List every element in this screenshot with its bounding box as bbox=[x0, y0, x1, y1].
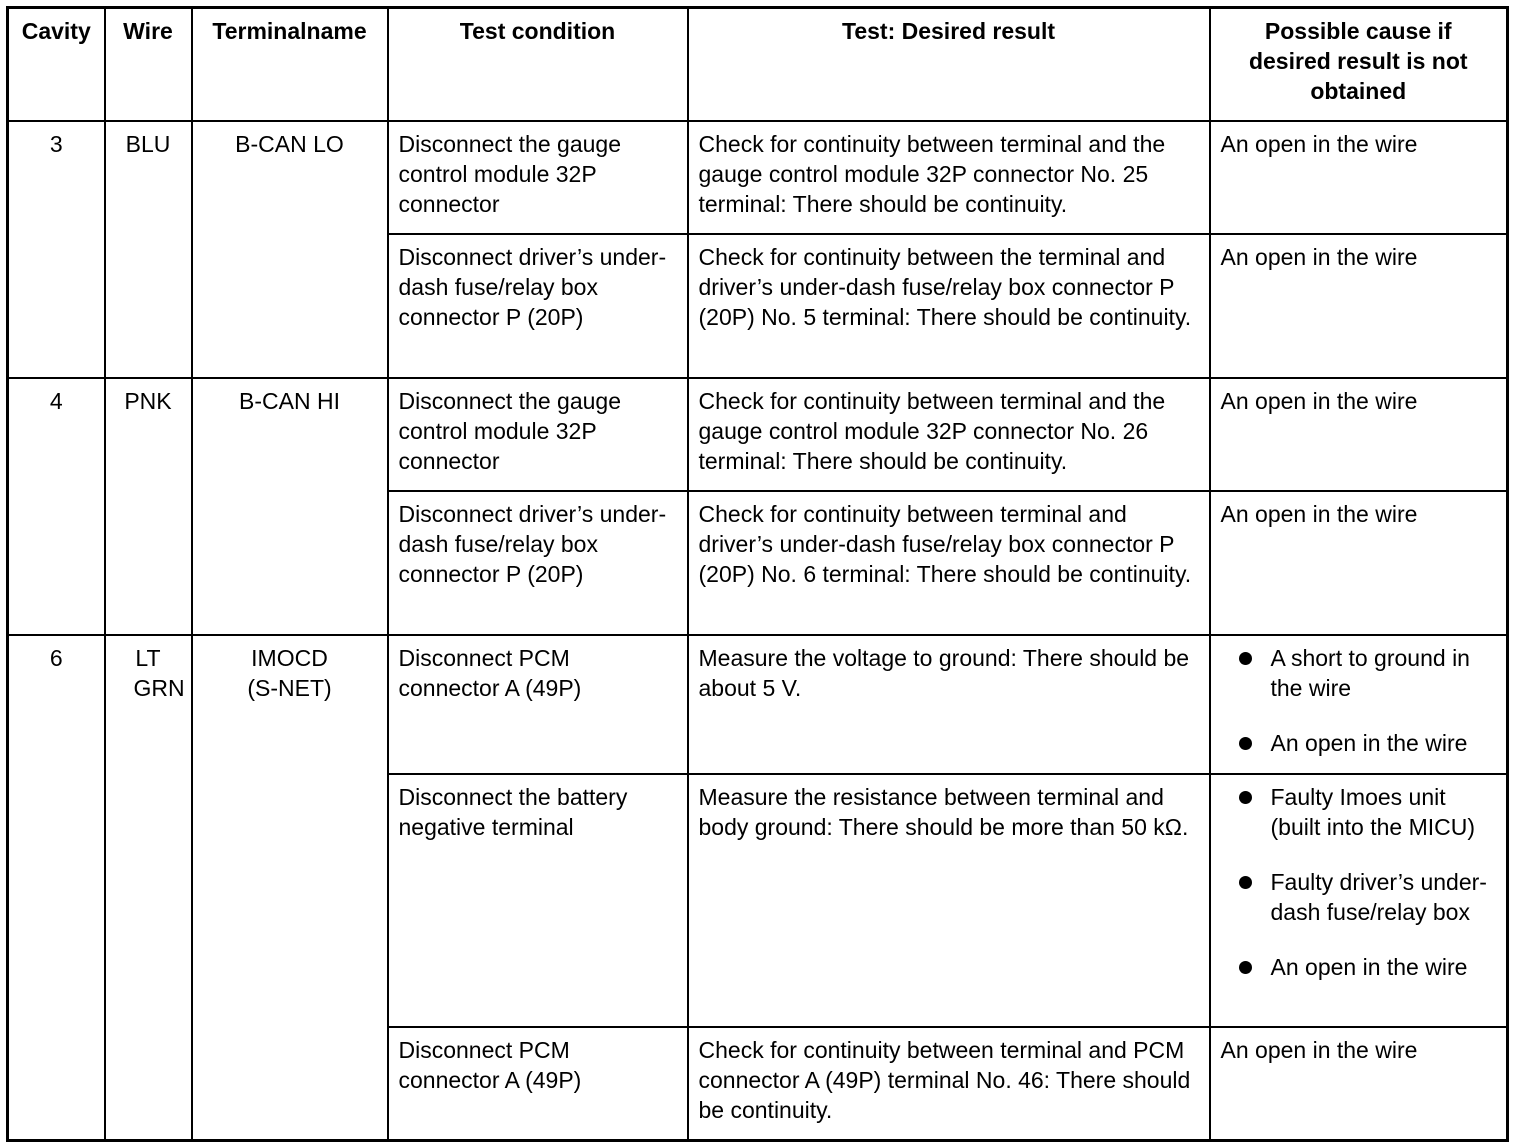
possible-cause-cell: An open in the wire bbox=[1210, 1027, 1508, 1141]
cause-item: Faulty Imoes unit (built into the MICU) bbox=[1221, 782, 1497, 842]
header-cavity: Cavity bbox=[8, 8, 105, 121]
header-test-condition: Test condition bbox=[388, 8, 688, 121]
cause-item: Faulty driver’s under-dash fuse/relay box bbox=[1221, 867, 1497, 927]
wire-cell: PNK bbox=[105, 378, 192, 635]
test-condition-cell: Disconnect driver’s under-dash fuse/relay box connector P (20P) bbox=[388, 234, 688, 378]
header-desired-result: Test: Desired result bbox=[688, 8, 1210, 121]
table-row bbox=[8, 378, 1508, 491]
desired-result-cell: Check for continuity between terminal and the gauge control module 32P connector No. 25 terminal: There should be continuity. bbox=[688, 121, 1210, 234]
possible-cause-cell: An open in the wire bbox=[1210, 121, 1508, 234]
header-terminal-name: Terminalname bbox=[192, 8, 388, 121]
test-condition-cell: Disconnect PCM connector A (49P) bbox=[388, 1027, 688, 1141]
test-condition-cell: Disconnect the battery negative terminal bbox=[388, 774, 688, 1027]
cavity-cell: 6 bbox=[8, 635, 105, 1141]
possible-cause-cell bbox=[1210, 774, 1508, 1027]
desired-result-cell: Measure the resistance between terminal and body ground: There should be more than 50 kΩ. bbox=[688, 774, 1210, 1027]
test-condition-cell: Disconnect driver’s under-dash fuse/relay box connector P (20P) bbox=[388, 491, 688, 635]
possible-cause-cell: An open in the wire bbox=[1210, 234, 1508, 378]
desired-result-cell: Check for continuity between terminal and the gauge control module 32P connector No. 26 terminal: There should be continuity. bbox=[688, 378, 1210, 491]
desired-result-cell: Check for continuity between the terminal and driver’s under-dash fuse/relay box connector P (20P) No. 5 terminal: There should be continuity. bbox=[688, 234, 1210, 378]
table-row bbox=[8, 635, 1508, 774]
cavity-cell: 4 bbox=[8, 378, 105, 635]
bullet-icon bbox=[1239, 652, 1252, 665]
test-condition-cell: Disconnect the gauge control module 32P connector bbox=[388, 121, 688, 234]
table-row bbox=[8, 121, 1508, 234]
test-condition-cell: Disconnect PCM connector A (49P) bbox=[388, 635, 688, 774]
terminal-name-cell: IMOCD (S-NET) bbox=[192, 635, 388, 1141]
terminal-name-cell: B-CAN LO bbox=[192, 121, 388, 378]
test-table bbox=[6, 6, 1509, 1142]
bullet-icon bbox=[1239, 961, 1252, 974]
cavity-cell: 3 bbox=[8, 121, 105, 378]
terminal-name-cell: B-CAN HI bbox=[192, 378, 388, 635]
wire-cell: LT GRN bbox=[105, 635, 192, 1141]
cause-list bbox=[1221, 782, 1497, 982]
bullet-icon bbox=[1239, 876, 1252, 889]
cause-list bbox=[1221, 643, 1497, 758]
cause-item: A short to ground in the wire bbox=[1221, 643, 1497, 703]
possible-cause-cell: An open in the wire bbox=[1210, 378, 1508, 491]
header-wire: Wire bbox=[105, 8, 192, 121]
possible-cause-cell bbox=[1210, 635, 1508, 774]
bullet-icon bbox=[1239, 737, 1252, 750]
test-condition-cell: Disconnect the gauge control module 32P connector bbox=[388, 378, 688, 491]
desired-result-cell: Measure the voltage to ground: There should be about 5 V. bbox=[688, 635, 1210, 774]
desired-result-cell: Check for continuity between terminal and driver’s under-dash fuse/relay box connector P (20P) No. 6 terminal: There should be continuity. bbox=[688, 491, 1210, 635]
cause-item: An open in the wire bbox=[1221, 952, 1497, 982]
header-possible-cause: Possible cause if desired result is not obtained bbox=[1210, 8, 1508, 121]
wire-cell: BLU bbox=[105, 121, 192, 378]
cause-item: An open in the wire bbox=[1221, 728, 1497, 758]
possible-cause-cell: An open in the wire bbox=[1210, 491, 1508, 635]
desired-result-cell: Check for continuity between terminal and PCM connector A (49P) terminal No. 46: There should be continuity. bbox=[688, 1027, 1210, 1141]
bullet-icon bbox=[1239, 791, 1252, 804]
header-row bbox=[8, 8, 1508, 121]
